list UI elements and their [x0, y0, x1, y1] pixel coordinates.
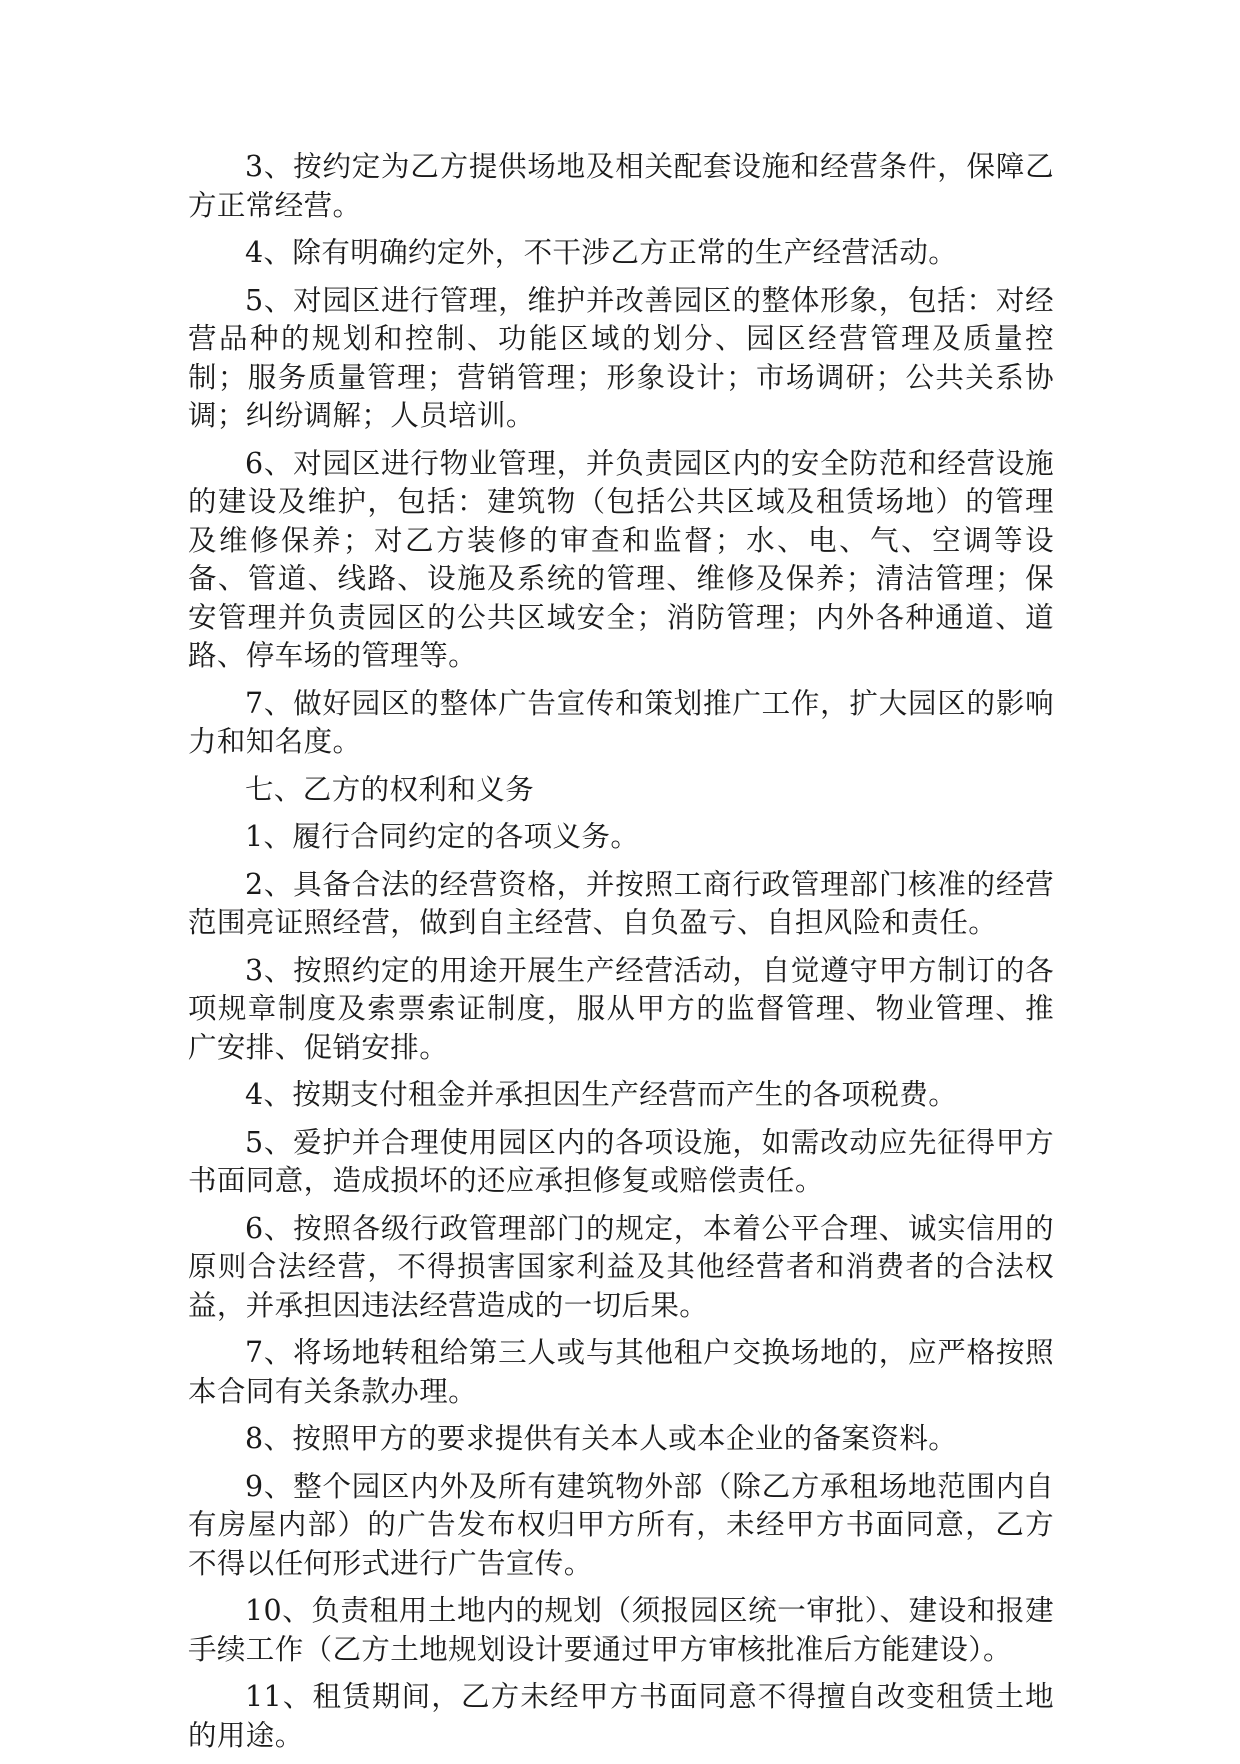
paragraph-party-b-duty-9: 9、整个园区内外及所有建筑物外部（除乙方承租场地范围内自有房屋内部）的广告发布权归甲方所有，未经甲方书面同意，乙方不得以任何形式进行广告宣传。	[188, 1469, 1054, 1580]
paragraph-party-a-duty-4: 4、除有明确约定外，不干涉乙方正常的生产经营活动。	[245, 236, 958, 269]
paragraph-party-b-duty-1: 1、履行合同约定的各项义务。	[245, 820, 640, 853]
document-body	[188, 148, 1054, 1764]
paragraph-party-a-duty-6: 6、对园区进行物业管理，并负责园区内的安全防范和经营设施的建设及维护，包括：建筑物（包括公共区域及租赁场地）的管理及维修保养；对乙方装修的审查和监督；水、电、气、空调等设备、管道、线路、设施及系统的管理、维修及保养；清洁管理；保安管理并负责园区的公共区域安全；消防管理；内外各种通道、道路、停车场的管理等。	[188, 446, 1054, 672]
paragraph-party-b-duty-3: 3、按照约定的用途开展生产经营活动，自觉遵守甲方制订的各项规章制度及索票索证制度，服从甲方的监督管理、物业管理、推广安排、促销安排。	[188, 953, 1054, 1064]
paragraph-party-b-duty-2: 2、具备合法的经营资格，并按照工商行政管理部门核准的经营范围亮证照经营，做到自主经营、自负盈亏、自担风险和责任。	[188, 867, 1054, 939]
paragraph-party-b-duty-4: 4、按期支付租金并承担因生产经营而产生的各项税费。	[245, 1078, 958, 1111]
paragraph-party-a-duty-5: 5、对园区进行管理，维护并改善园区的整体形象，包括：对经营品种的规划和控制、功能区域的划分、园区经营管理及质量控制；服务质量管理；营销管理；形象设计；市场调研；公共关系协调；纠纷调解；人员培训。	[188, 283, 1054, 432]
paragraph-party-b-duty-7: 7、将场地转租给第三人或与其他租户交换场地的，应严格按照本合同有关条款办理。	[188, 1336, 1054, 1408]
section-heading-party-b-rights: 七、乙方的权利和义务	[245, 772, 535, 806]
paragraph-party-b-duty-10: 10、负责租用土地内的规划（须报园区统一审批）、建设和报建手续工作（乙方土地规划设计要通过甲方审核批准后方能建设）。	[188, 1594, 1054, 1666]
paragraph-party-a-duty-3: 3、按约定为乙方提供场地及相关配套设施和经营条件，保障乙方正常经营。	[188, 150, 1054, 222]
paragraph-party-b-duty-6: 6、按照各级行政管理部门的规定，本着公平合理、诚实信用的原则合法经营，不得损害国家利益及其他经营者和消费者的合法权益，并承担因违法经营造成的一切后果。	[188, 1211, 1054, 1322]
paragraph-party-a-duty-7: 7、做好园区的整体广告宣传和策划推广工作，扩大园区的影响力和知名度。	[188, 686, 1054, 758]
paragraph-party-b-duty-8: 8、按照甲方的要求提供有关本人或本企业的备案资料。	[245, 1422, 958, 1455]
paragraph-party-b-duty-11: 11、租赁期间，乙方未经甲方书面同意不得擅自改变租赁土地的用途。	[188, 1680, 1054, 1752]
paragraph-party-b-duty-5: 5、爱护并合理使用园区内的各项设施，如需改动应先征得甲方书面同意，造成损坏的还应承担修复或赔偿责任。	[188, 1125, 1054, 1197]
